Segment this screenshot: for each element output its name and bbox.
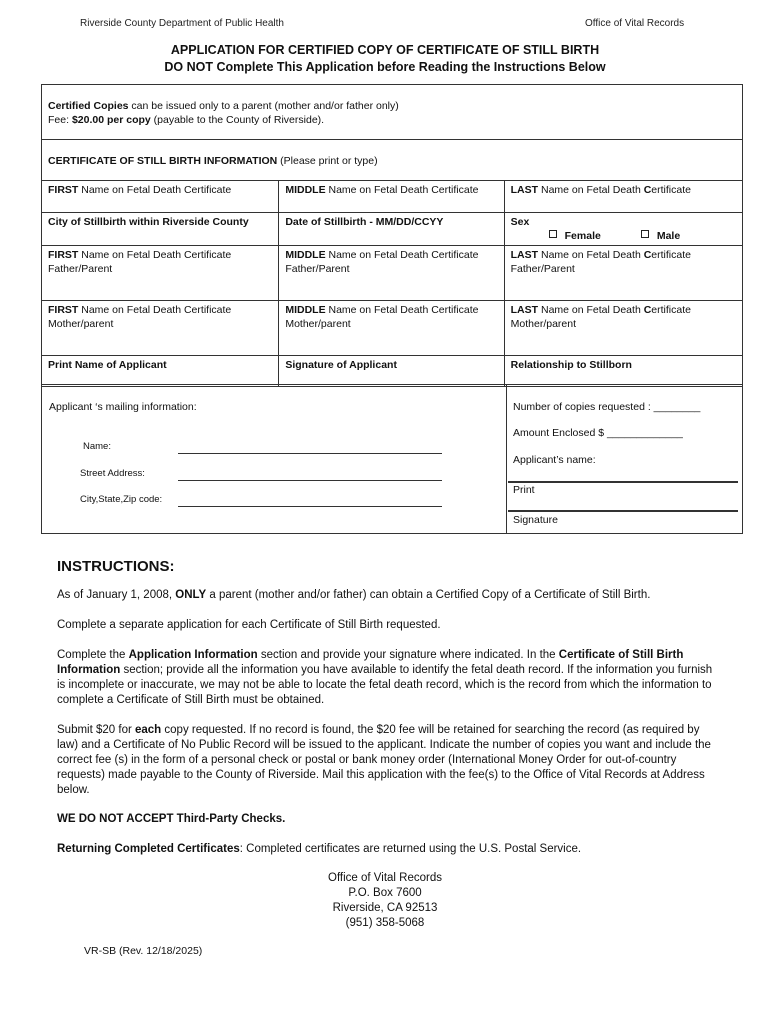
mailing-divider: [506, 385, 507, 533]
amount-enclosed-field[interactable]: Amount Enclosed $ _____________: [513, 427, 683, 439]
applicant-print-name-field[interactable]: Print Name of Applicant: [42, 356, 279, 387]
male-checkbox[interactable]: [641, 230, 649, 238]
instruction-p6: Returning Completed Certificates: Completed certificates are returned using the U.S. Postal Service.: [57, 843, 582, 855]
female-checkbox[interactable]: [549, 230, 557, 238]
fetal-first-name-field[interactable]: FIRST Name on Fetal Death Certificate: [42, 181, 279, 213]
instruction-p4: Submit $20 for each copy requested. If no record is found, the $20 fee will be retained for searching the record (as required by law) and a Certificate of No Public Record will be issued to the applicant. Indicate the number of copies you want and include the correct fee (s) in the form of a personal check or postal or bank money order (International Money Order for out-of-country requests) made payable to the County of Riverside. Mail this application with the fee(s) to the Office of Vital Records at Address below.: [57, 724, 711, 796]
still-birth-info-grid: [41, 180, 743, 387]
header-office: Office of Vital Records: [585, 18, 685, 29]
female-option[interactable]: Female: [549, 229, 601, 243]
form-revision: VR-SB (Rev. 12/18/2025): [84, 945, 203, 957]
form-title: APPLICATION FOR CERTIFIED COPY OF CERTIFICATE OF STILL BIRTH: [170, 43, 600, 57]
mailing-address: Office of Vital Records P.O. Box 7600 Riverside, CA 92513 (951) 358-5068: [328, 872, 442, 929]
copies-requested-field[interactable]: Number of copies requested : ________: [513, 401, 701, 413]
date-of-stillbirth-field[interactable]: Date of Stillbirth - MM/DD/CCYY: [279, 213, 504, 246]
city-state-zip-label: City,State,Zip code:: [80, 494, 163, 505]
sex-field[interactable]: Sex Female Male: [504, 213, 742, 246]
mother-last-name-field[interactable]: LAST Name on Fetal Death Certificate Mother/parent: [504, 301, 742, 356]
instructions-heading: INSTRUCTIONS:: [57, 558, 175, 575]
instruction-p3: Complete the Application Information section and provide your signature where indicated. In the Certificate of Still Birth Information section; provide all the information you have available to identify the fetal death record. If the information you furnish is incomplete or inaccurate, we may not be able to locate the fetal death record, which is the record from which the information to complete a Certificate of Still Birth must be obtained.: [57, 649, 713, 706]
name-label: Name:: [83, 441, 111, 452]
mailing-heading: Applicant ‘s mailing information:: [49, 401, 197, 413]
fetal-last-name-field[interactable]: LAST Name on Fetal Death Certificate: [504, 181, 742, 213]
mailing-info-box: [41, 384, 743, 534]
instruction-p5: WE DO NOT ACCEPT Third-Party Checks.: [57, 813, 286, 825]
instruction-p1: As of January 1, 2008, ONLY a parent (mother and/or father) can obtain a Certified Copy of a Certificate of Still Birth.: [57, 589, 651, 601]
father-first-name-field[interactable]: FIRST Name on Fetal Death Certificate Father/Parent: [42, 246, 279, 301]
intro-box: Certified Copies can be issued only to a parent (mother and/or father only) Fee: $20.00 per copy (payable to the County of Riverside).: [41, 84, 743, 140]
mother-first-name-field[interactable]: FIRST Name on Fetal Death Certificate Mother/parent: [42, 301, 279, 356]
relationship-field[interactable]: Relationship to Stillborn: [504, 356, 742, 387]
section-heading: CERTIFICATE OF STILL BIRTH INFORMATION (Please print or type): [41, 139, 743, 181]
father-last-name-field[interactable]: LAST Name on Fetal Death Certificate Father/Parent: [504, 246, 742, 301]
signature-label: Signature: [513, 514, 558, 526]
fetal-middle-name-field[interactable]: MIDDLE Name on Fetal Death Certificate: [279, 181, 504, 213]
street-input[interactable]: [178, 469, 442, 481]
city-state-zip-input[interactable]: [178, 495, 442, 507]
instruction-p2: Complete a separate application for each Certificate of Still Birth requested.: [57, 619, 441, 631]
mother-middle-name-field[interactable]: MIDDLE Name on Fetal Death Certificate Mother/parent: [279, 301, 504, 356]
header-department: Riverside County Department of Public Health: [80, 18, 284, 29]
form-warning: DO NOT Complete This Application before Reading the Instructions Below: [164, 60, 606, 74]
print-label: Print: [513, 484, 535, 496]
applicant-signature-field[interactable]: Signature of Applicant: [279, 356, 504, 387]
street-label: Street Address:: [80, 468, 145, 479]
applicants-name-label: Applicant’s name:: [513, 454, 596, 466]
applicant-signature-input[interactable]: [508, 495, 738, 512]
applicant-name-input[interactable]: [508, 465, 738, 483]
city-of-stillbirth-field[interactable]: City of Stillbirth within Riverside County: [42, 213, 279, 246]
name-input[interactable]: [178, 442, 442, 454]
male-option[interactable]: Male: [641, 229, 680, 243]
father-middle-name-field[interactable]: MIDDLE Name on Fetal Death Certificate Father/Parent: [279, 246, 504, 301]
